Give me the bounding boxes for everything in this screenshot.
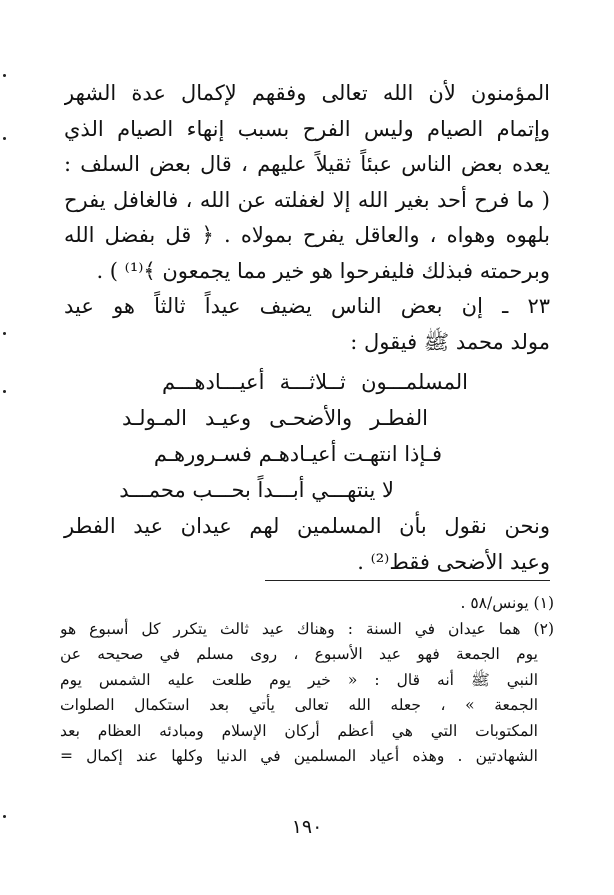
text-line: وبرحمته فبذلك فليفرحوا هو خير مما يجمعون ﴾⁽¹⁾ ) .	[96, 258, 550, 283]
closing-text	[64, 509, 550, 580]
text-line: ونحن نقول بأن المسلمين لهم عيدان عيد الفطر	[64, 514, 550, 538]
text-line: بلهوه وهواه ، والعاقل يفرح بمولاه . ﴿ قل بفضل الله	[64, 223, 550, 247]
footnote-line: (١) يونس/٥٨ .	[460, 594, 554, 612]
footnote-line: الجمعة » ، جعله الله تعالى يأتي بعد استكمال الصلوات	[60, 696, 538, 714]
text-line: ٢٣ ـ إن بعض الناس يضيف عيداً ثالثاً هو عيد	[64, 294, 550, 318]
scan-mark	[3, 332, 6, 335]
footnote-line: المكتوبات التي هي أعظم أركان الإسلام ومبادئه العظام بعد	[60, 721, 538, 740]
footnote-line: الشهادتين . وهذه أعياد المسلمين في الدنيا وكلها عند إكمال =	[60, 747, 538, 765]
poem-verse: فـإذا انتهـت أعيـادهـم فسـرورهـم	[153, 442, 442, 466]
poem-verse: الفطـر والأضحـى وعيـد المـولـد	[122, 406, 428, 430]
poem-verse: المسلمـــون ثــلاثـــة أعيـــادهـــم	[162, 370, 468, 394]
scan-mark	[3, 815, 6, 818]
footnote-divider	[265, 580, 550, 581]
text-line: وإتمام الصيام وليس الفرح بسبب إنهاء الصيام الذي	[64, 116, 550, 141]
text-line: مولد محمد ﷺ فيقول :	[350, 329, 550, 354]
text-line: ( ما فرح أحد بغير الله إلا لغفلته عن الله ، فالغافل يفرح	[64, 187, 550, 212]
footnote-line: النبي ﷺ أنه قال : « خير يوم طلعت عليه الشمس يوم	[60, 670, 538, 689]
scan-mark	[3, 137, 6, 140]
text-line: يعده بعض الناس عبئاً ثقيلاً عليهم ، قال بعض السلف :	[64, 152, 550, 176]
page-number: ١٩٠	[291, 816, 323, 838]
scan-mark	[3, 74, 6, 77]
footnotes	[60, 591, 554, 770]
text-line: المؤمنون لأن الله تعالى وفقهم لإكمال عدة الشهر	[64, 81, 550, 105]
scan-mark	[3, 390, 6, 393]
main-text	[64, 76, 550, 360]
footnote-line: يوم الجمعة فهو عيد الأسبوع ، روى مسلم في صحيحه عن	[60, 645, 538, 663]
poem-verse: لا ينتهـــي أبـــداً بحـــب محمـــد	[119, 478, 394, 502]
text-line: وعيد الأضحى فقط⁽²⁾ .	[357, 549, 550, 574]
footnote-line: (٢) هما عيدان في السنة : وهناك عيد ثالث يتكرر كل أسبوع هو	[60, 619, 554, 638]
